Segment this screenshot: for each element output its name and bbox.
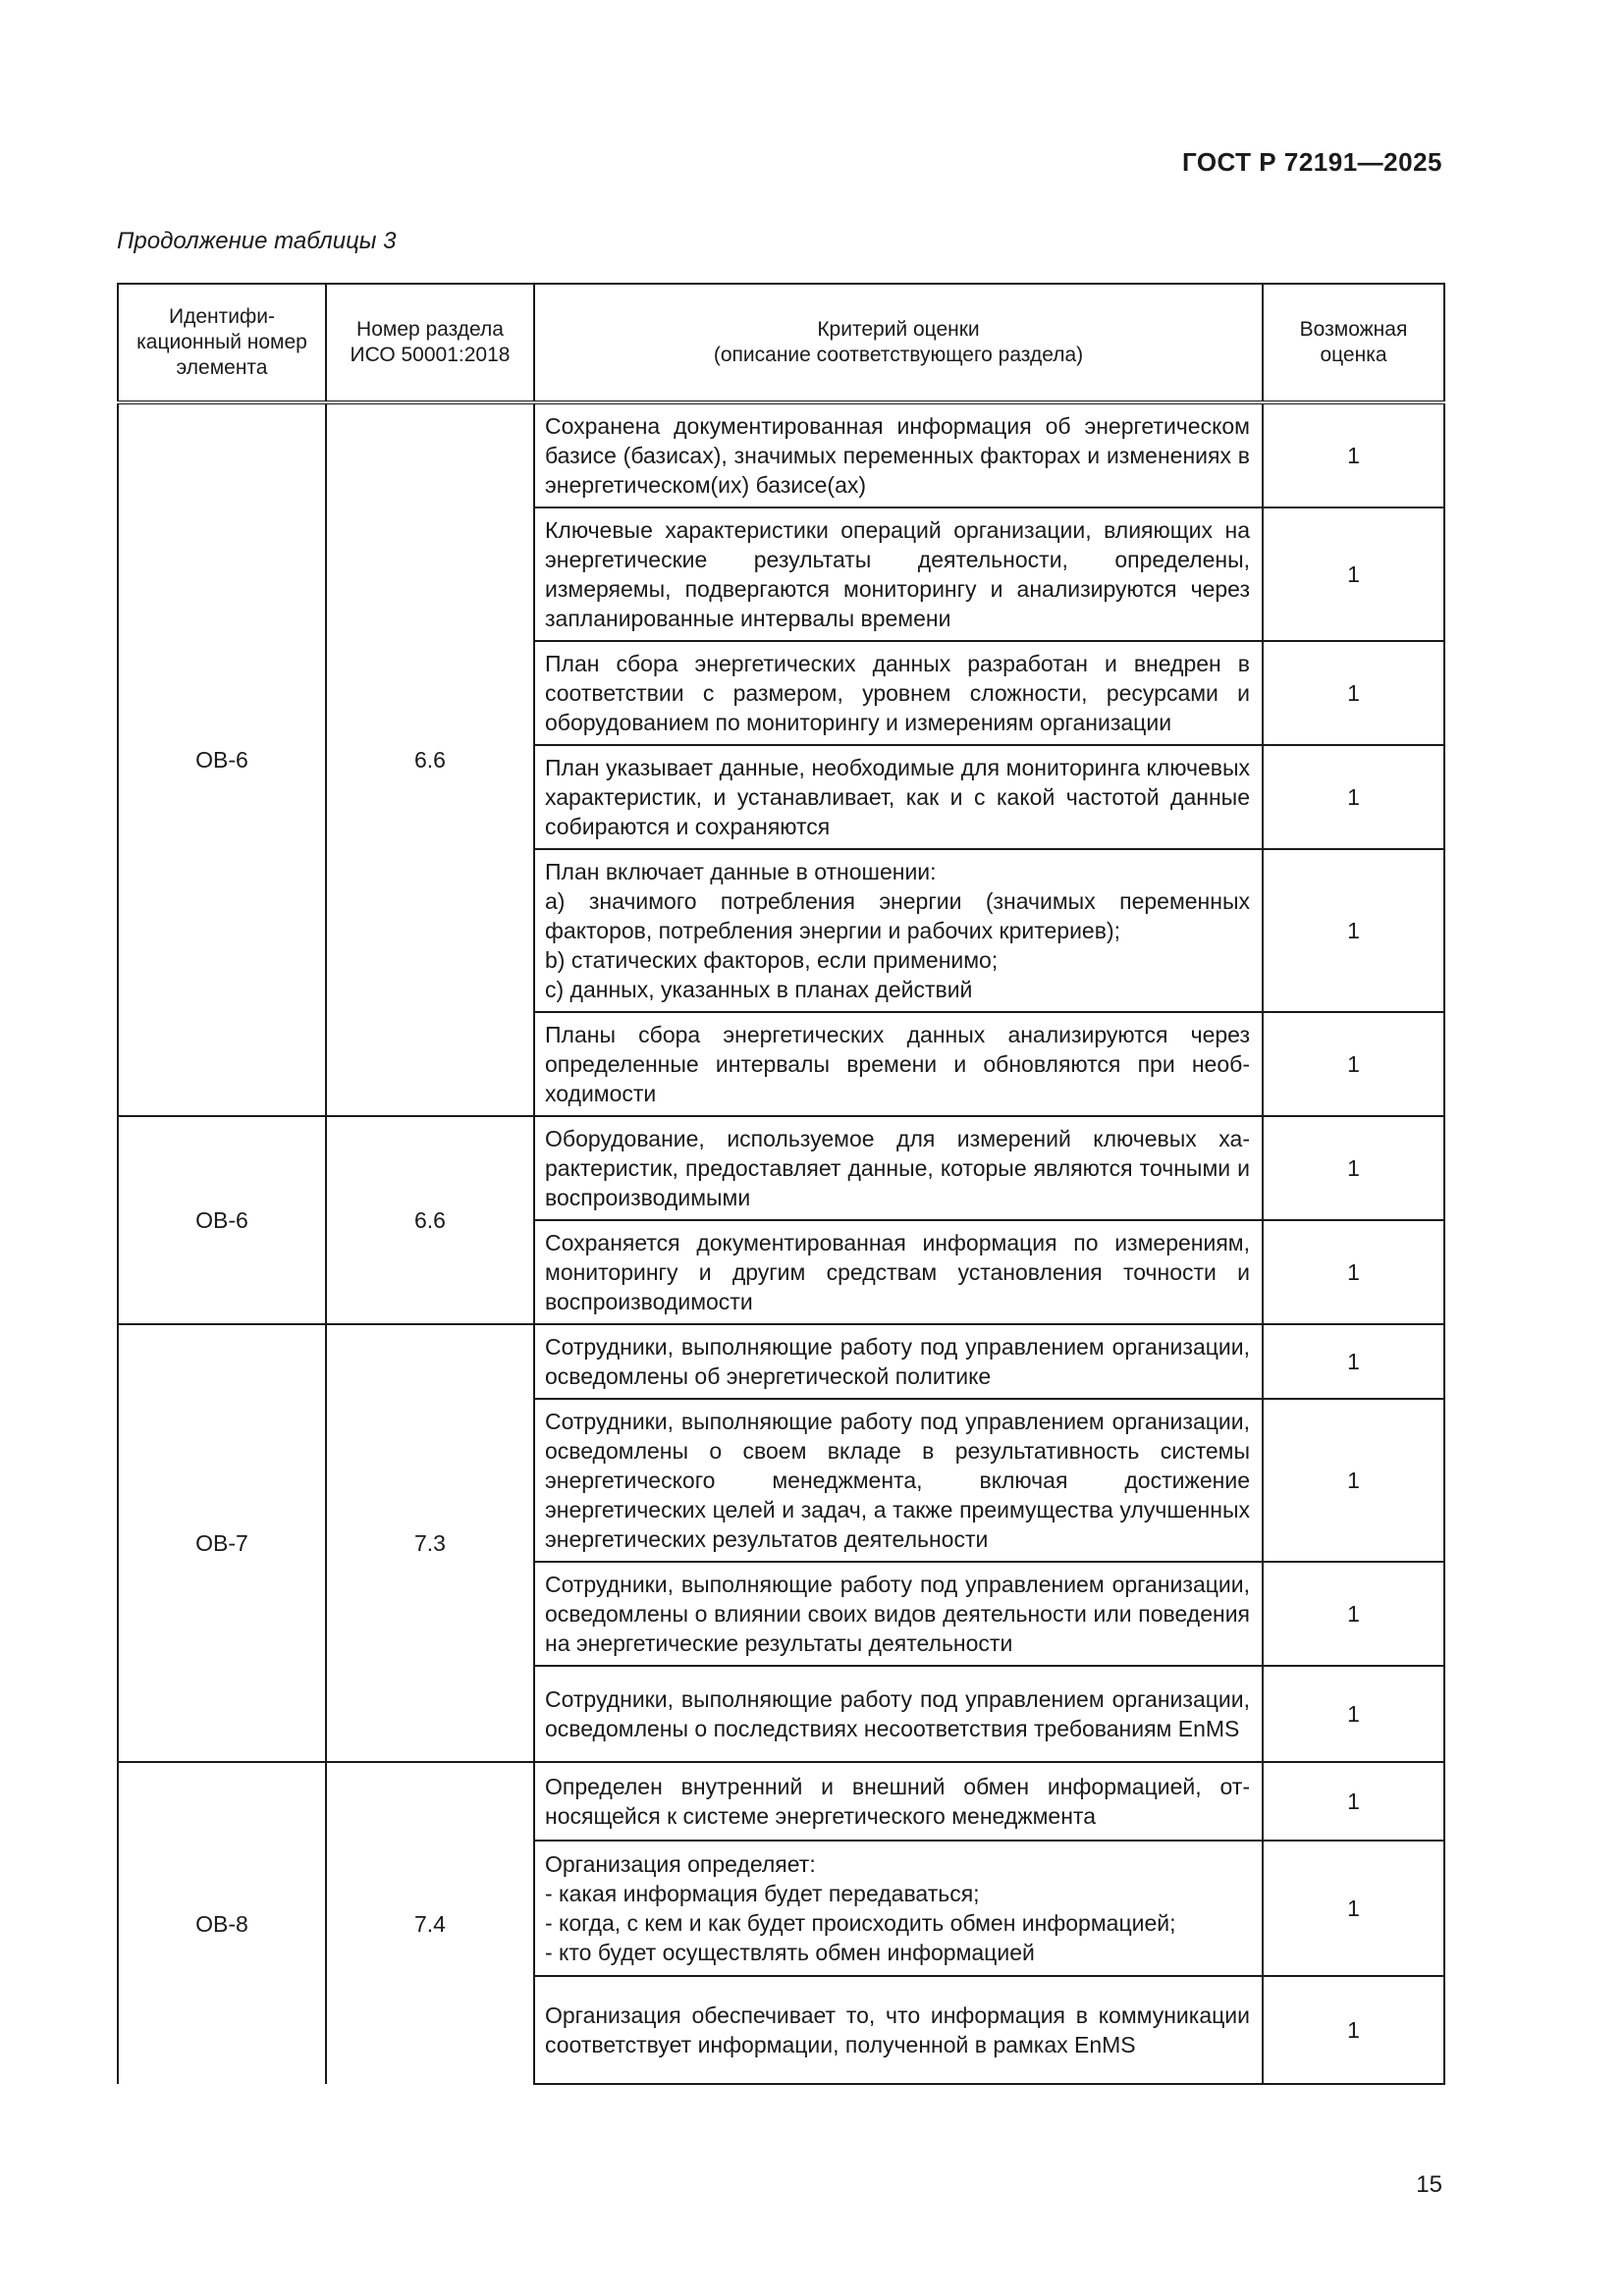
score-cell: 1 [1263, 641, 1444, 745]
score-cell: 1 [1263, 1399, 1444, 1562]
element-id-cell: ОВ-6 [118, 402, 326, 1116]
criterion-cell: План сбора энергетических данных разработан и внедрен в соответствии с размером, уровнем сложности, ресурсами и оборудованием по мониторингу и измерениям организации [534, 641, 1263, 745]
column-header-score: Возможная оценка [1263, 284, 1444, 402]
score-cell: 1 [1263, 1324, 1444, 1399]
section-number-cell: 6.6 [326, 402, 534, 1116]
score-cell: 1 [1263, 745, 1444, 849]
criterion-cell: Сохранена документированная информация об энергетическом базисе (базисах), значимых переменных факторах и изменениях в энергетическом(их) базисе(ах) [534, 402, 1263, 507]
criterion-cell: Сотрудники, выполняющие работу под управлением организации, осведомлены о последствиях несоответствия требованиям EnMS [534, 1666, 1263, 1762]
table-caption: Продолжение таблицы 3 [117, 228, 397, 254]
column-header-section: Номер раздела ИСО 50001:2018 [326, 284, 534, 402]
element-id-cell: ОВ-8 [118, 1762, 326, 2084]
column-header-criterion: Критерий оценки (описание соответствующего раздела) [534, 284, 1263, 402]
criterion-cell: Сотрудники, выполняющие работу под управлением организации, осведомлены о влиянии своих видов деятельности или поведения на энергетические результаты деятельности [534, 1562, 1263, 1666]
table-row [118, 1324, 1444, 1399]
table-row [118, 1762, 1444, 1841]
criterion-cell: Определен внутренний и внешний обмен информацией, относящейся к системе энергетического менеджмента [534, 1762, 1263, 1841]
table-header-row [118, 284, 1444, 402]
criterion-cell: Планы сбора энергетических данных анализируются через определенные интервалы времени и обновляются при необходимости [534, 1012, 1263, 1116]
criterion-cell: Организация обеспечивает то, что информация в коммуникации соответствует информации, полученной в рамках EnMS [534, 1976, 1263, 2084]
criterion-cell: Оборудование, используемое для измерений ключевых характеристик, предоставляет данные, которые являются точными и воспроизводимыми [534, 1116, 1263, 1220]
element-id-cell: ОВ-6 [118, 1116, 326, 1324]
element-id-cell: ОВ-7 [118, 1324, 326, 1762]
document-code: ГОСТ Р 72191—2025 [1181, 147, 1442, 177]
assessment-table [117, 283, 1443, 2085]
score-cell: 1 [1263, 402, 1444, 507]
score-cell: 1 [1263, 1666, 1444, 1762]
column-header-id: Идентифи- кационный номер элемента [118, 284, 326, 402]
score-cell: 1 [1263, 1220, 1444, 1324]
criterion-cell: План указывает данные, необходимые для мониторинга ключевых характеристик, и устанавливает, как и с какой частотой данные собираются и сохраняются [534, 745, 1263, 849]
table-row [118, 402, 1444, 507]
section-number-cell: 7.4 [326, 1762, 534, 2084]
section-number-cell: 7.3 [326, 1324, 534, 1762]
score-cell: 1 [1263, 507, 1444, 641]
criterion-cell: Ключевые характеристики операций организации, влияющих на энергетические результаты деятельности, определены, измеряемы, подвергаются мониторингу и анализируются через запланированные интервалы времени [534, 507, 1263, 641]
table-row [118, 1116, 1444, 1220]
score-cell: 1 [1263, 1012, 1444, 1116]
score-cell: 1 [1263, 1762, 1444, 1841]
section-number-cell: 6.6 [326, 1116, 534, 1324]
score-cell: 1 [1263, 1841, 1444, 1976]
score-cell: 1 [1263, 1562, 1444, 1666]
criterion-cell: Сотрудники, выполняющие работу под управлением организации, осведомлены о своем вкладе в результативность системы энергетического менеджмента, включая достижение энергетических целей и задач, а также преимущества улучшенных энергетических результатов деятельности [534, 1399, 1263, 1562]
criterion-cell: Организация определяет: - какая информация будет передаваться; - когда, с кем и как будет происходить обмен информацией; - кто будет осуществлять обмен информацией [534, 1841, 1263, 1976]
score-cell: 1 [1263, 1976, 1444, 2084]
criterion-cell: План включает данные в отношении: а) значимого потребления энергии (значимых переменных факторов, потребления энергии и рабочих критериев); b) статических факторов, если применимо; с) данных, указанных в планах действий [534, 849, 1263, 1012]
criterion-cell: Сотрудники, выполняющие работу под управлением организации, осведомлены об энергетической политике [534, 1324, 1263, 1399]
page-number: 15 [1416, 2171, 1442, 2198]
criterion-cell: Сохраняется документированная информация по измерениям, мониторингу и другим средствам установления точности и воспроизводимости [534, 1220, 1263, 1324]
score-cell: 1 [1263, 1116, 1444, 1220]
score-cell: 1 [1263, 849, 1444, 1012]
